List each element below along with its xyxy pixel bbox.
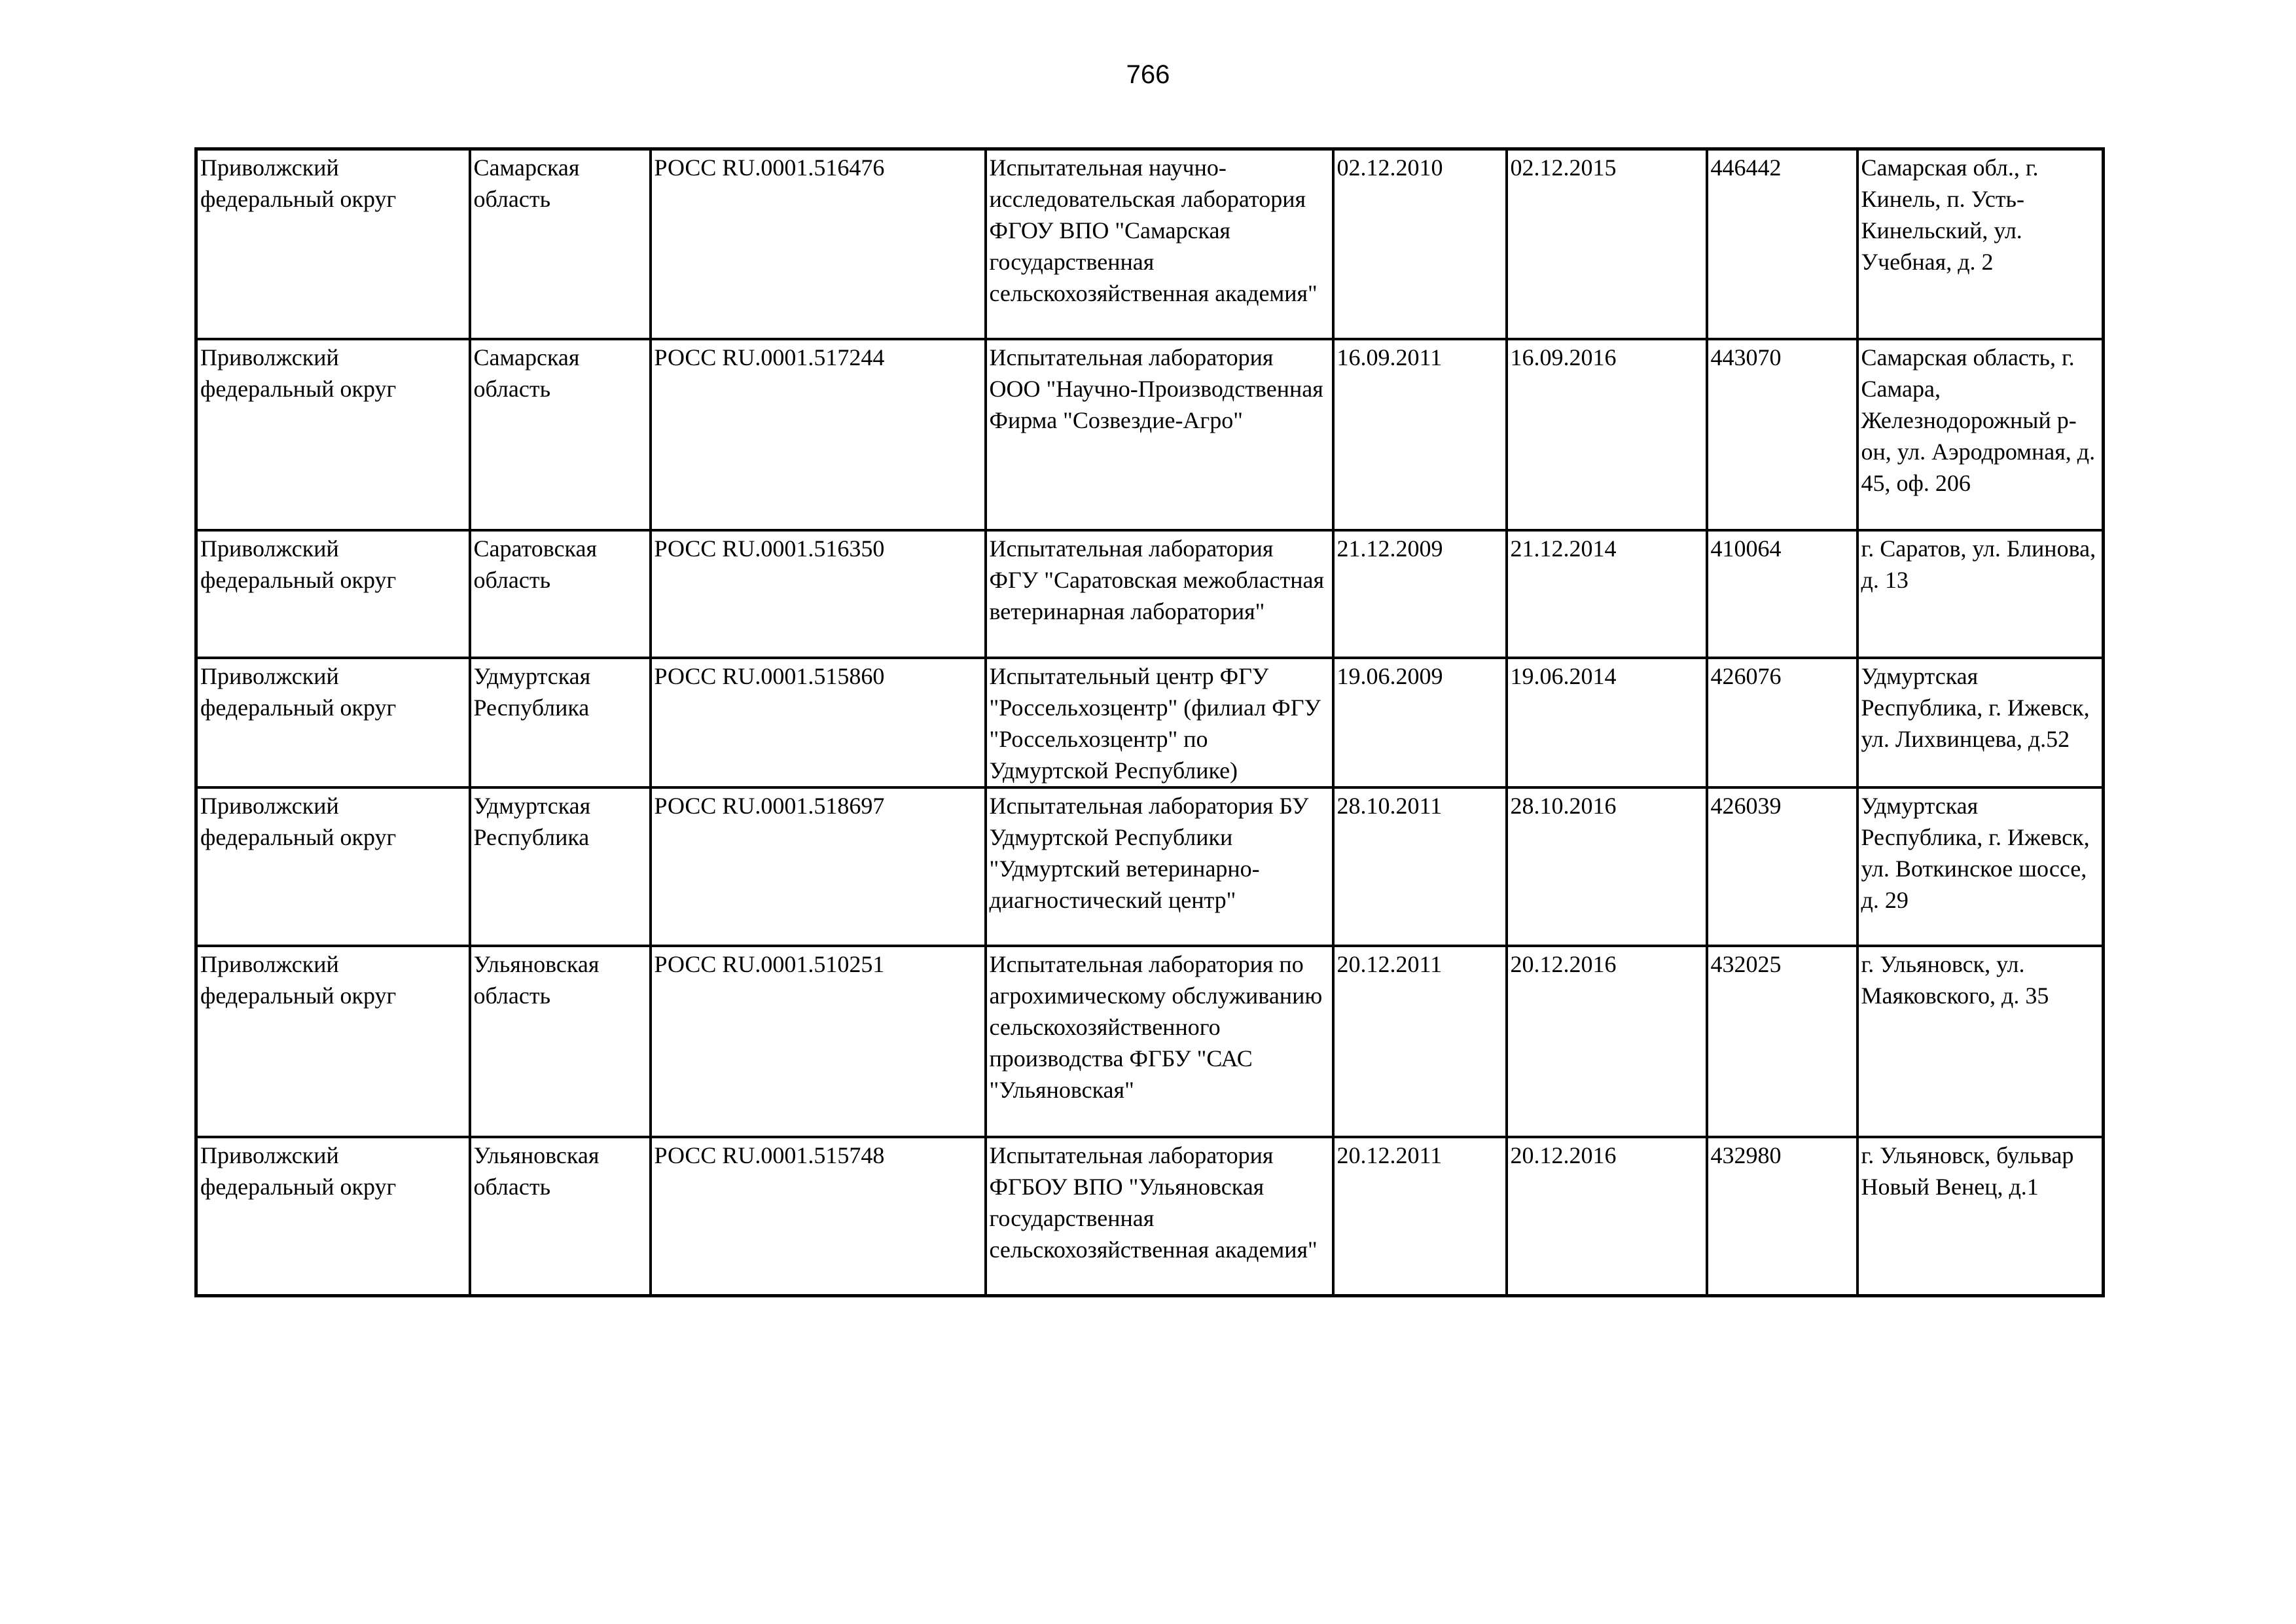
region-cell: Самарская область	[470, 339, 651, 530]
postal-code-cell: 443070	[1707, 339, 1857, 530]
region-cell: Удмуртская Республика	[470, 658, 651, 787]
table-row	[196, 946, 2104, 1137]
expiry-date-cell: 16.09.2016	[1507, 339, 1707, 530]
laboratory-cell: Испытательная лаборатория по агрохимическому обслуживанию сельскохозяйственного производства ФГБУ "САС "Ульяновская"	[986, 946, 1333, 1137]
expiry-date-cell: 20.12.2016	[1507, 1137, 1707, 1296]
postal-code-cell: 446442	[1707, 149, 1857, 339]
expiry-date-cell: 20.12.2016	[1507, 946, 1707, 1137]
district-cell: Приволжский федеральный округ	[196, 530, 470, 658]
expiry-date-cell: 21.12.2014	[1507, 530, 1707, 658]
district-cell: Приволжский федеральный округ	[196, 149, 470, 339]
issued-date-cell: 19.06.2009	[1333, 658, 1507, 787]
district-cell: Приволжский федеральный округ	[196, 1137, 470, 1296]
postal-code-cell: 426039	[1707, 787, 1857, 946]
region-cell: Самарская область	[470, 149, 651, 339]
certificate-cell: РОСС RU.0001.515860	[651, 658, 986, 787]
region-cell: Удмуртская Республика	[470, 787, 651, 946]
district-cell: Приволжский федеральный округ	[196, 339, 470, 530]
district-cell: Приволжский федеральный округ	[196, 946, 470, 1137]
postal-code-cell: 426076	[1707, 658, 1857, 787]
issued-date-cell: 20.12.2011	[1333, 1137, 1507, 1296]
expiry-date-cell: 19.06.2014	[1507, 658, 1707, 787]
laboratory-cell: Испытательный центр ФГУ "Россельхозцентр" (филиал ФГУ "Россельхозцентр" по Удмуртской Республике)	[986, 658, 1333, 787]
issued-date-cell: 02.12.2010	[1333, 149, 1507, 339]
address-cell: Самарская обл., г. Кинель, п. Усть-Кинельский, ул. Учебная, д. 2	[1857, 149, 2104, 339]
issued-date-cell: 20.12.2011	[1333, 946, 1507, 1137]
certificate-cell: РОСС RU.0001.510251	[651, 946, 986, 1137]
address-cell: г. Ульяновск, ул. Маяковского, д. 35	[1857, 946, 2104, 1137]
table-row	[196, 658, 2104, 787]
address-cell: Удмуртская Республика, г. Ижевск, ул. Лихвинцева, д.52	[1857, 658, 2104, 787]
laboratory-cell: Испытательная лаборатория ООО "Научно-Производственная Фирма "Созвездие-Агро"	[986, 339, 1333, 530]
address-cell: г. Ульяновск, бульвар Новый Венец, д.1	[1857, 1137, 2104, 1296]
address-cell: Удмуртская Республика, г. Ижевск, ул. Воткинское шоссе, д. 29	[1857, 787, 2104, 946]
issued-date-cell: 21.12.2009	[1333, 530, 1507, 658]
table-row	[196, 530, 2104, 658]
laboratory-cell: Испытательная научно-исследовательская лаборатория ФГОУ ВПО "Самарская государственная сельскохозяйственная академия"	[986, 149, 1333, 339]
issued-date-cell: 28.10.2011	[1333, 787, 1507, 946]
certificate-cell: РОСС RU.0001.515748	[651, 1137, 986, 1296]
page-number: 766	[1126, 60, 1170, 89]
laboratory-registry-table	[194, 147, 2105, 1297]
region-cell: Ульяновская область	[470, 1137, 651, 1296]
postal-code-cell: 432025	[1707, 946, 1857, 1137]
certificate-cell: РОСС RU.0001.517244	[651, 339, 986, 530]
address-cell: Самарская область, г. Самара, Железнодорожный р-он, ул. Аэродромная, д. 45, оф. 206	[1857, 339, 2104, 530]
certificate-cell: РОСС RU.0001.518697	[651, 787, 986, 946]
issued-date-cell: 16.09.2011	[1333, 339, 1507, 530]
table-row	[196, 339, 2104, 530]
certificate-cell: РОСС RU.0001.516476	[651, 149, 986, 339]
laboratory-cell: Испытательная лаборатория БУ Удмуртской Республики "Удмуртский ветеринарно-диагностический центр"	[986, 787, 1333, 946]
table-row	[196, 787, 2104, 946]
address-cell: г. Саратов, ул. Блинова, д. 13	[1857, 530, 2104, 658]
district-cell: Приволжский федеральный округ	[196, 658, 470, 787]
laboratory-cell: Испытательная лаборатория ФГУ "Саратовская межобластная ветеринарная лаборатория"	[986, 530, 1333, 658]
postal-code-cell: 432980	[1707, 1137, 1857, 1296]
expiry-date-cell: 28.10.2016	[1507, 787, 1707, 946]
certificate-cell: РОСС RU.0001.516350	[651, 530, 986, 658]
region-cell: Саратовская область	[470, 530, 651, 658]
region-cell: Ульяновская область	[470, 946, 651, 1137]
postal-code-cell: 410064	[1707, 530, 1857, 658]
table-row	[196, 149, 2104, 339]
district-cell: Приволжский федеральный округ	[196, 787, 470, 946]
table-row	[196, 1137, 2104, 1296]
laboratory-cell: Испытательная лаборатория ФГБОУ ВПО "Ульяновская государственная сельскохозяйственная академия"	[986, 1137, 1333, 1296]
expiry-date-cell: 02.12.2015	[1507, 149, 1707, 339]
